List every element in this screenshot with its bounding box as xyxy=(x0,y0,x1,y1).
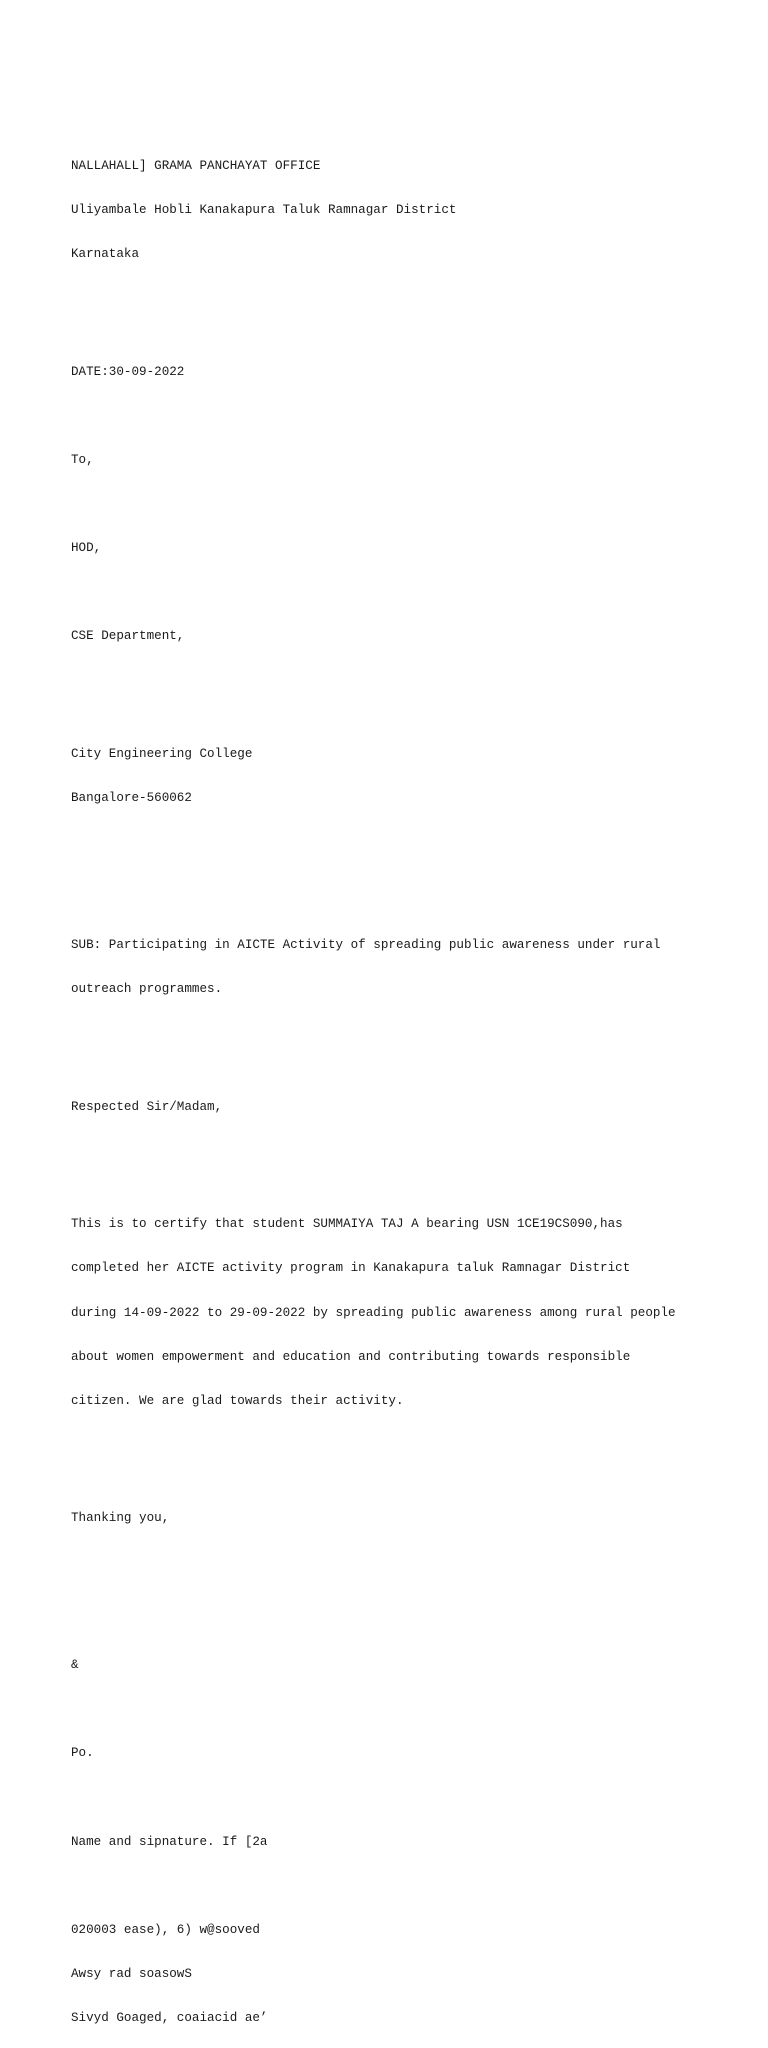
body-line: during 14-09-2022 to 29-09-2022 by spreading public awareness among rural people xyxy=(71,1305,676,1320)
recipient-college: City Engineering College xyxy=(71,746,253,761)
body-line: citizen. We are glad towards their activity. xyxy=(71,1393,404,1408)
letterhead xyxy=(71,129,751,291)
to-line: To, xyxy=(71,452,94,467)
signature-text: Name and sipnature. If [2a xyxy=(71,1834,268,1849)
signature-text: & xyxy=(71,1658,79,1673)
body-line: completed her AICTE activity program in Kanakapura taluk Ramnagar District xyxy=(71,1261,631,1276)
signature-text: Po. xyxy=(71,1746,94,1761)
stamp-text: Sivyd Goaged, coaiacid ae’ xyxy=(71,2011,268,2026)
stamp-text: 020003 ease), 6) w@sooved xyxy=(71,1922,260,1937)
recipient-department: CSE Department, xyxy=(71,629,185,644)
signature-block xyxy=(71,1629,751,2048)
body-line: about women empowerment and education and contributing towards responsible xyxy=(71,1349,631,1364)
recipient-title: HOD, xyxy=(71,541,102,556)
subject-line: SUB: Participating in AICTE Activity of spreading public awareness under rural xyxy=(71,937,661,952)
letter-body xyxy=(71,1188,751,1438)
subject-line: outreach programmes. xyxy=(71,982,223,997)
salutation: Respected Sir/Madam, xyxy=(71,1099,223,1114)
office-name: NALLAHALL] GRAMA PANCHAYAT OFFICE xyxy=(71,158,321,173)
recipient-address xyxy=(71,717,751,835)
subject xyxy=(71,909,751,1027)
body-line: This is to certify that student SUMMAIYA TAJ A bearing USN 1CE19CS090,has xyxy=(71,1217,623,1232)
letter-date: DATE:30-09-2022 xyxy=(71,364,185,379)
office-state: Karnataka xyxy=(71,247,140,262)
letter-page xyxy=(71,100,751,2048)
office-location: Uliyambale Hobli Kanakapura Taluk Ramnagar District xyxy=(71,202,457,217)
closing: Thanking you, xyxy=(71,1511,170,1526)
recipient-city: Bangalore-560062 xyxy=(71,790,192,805)
stamp-text: Awsy rad soasowS xyxy=(71,1967,192,1981)
